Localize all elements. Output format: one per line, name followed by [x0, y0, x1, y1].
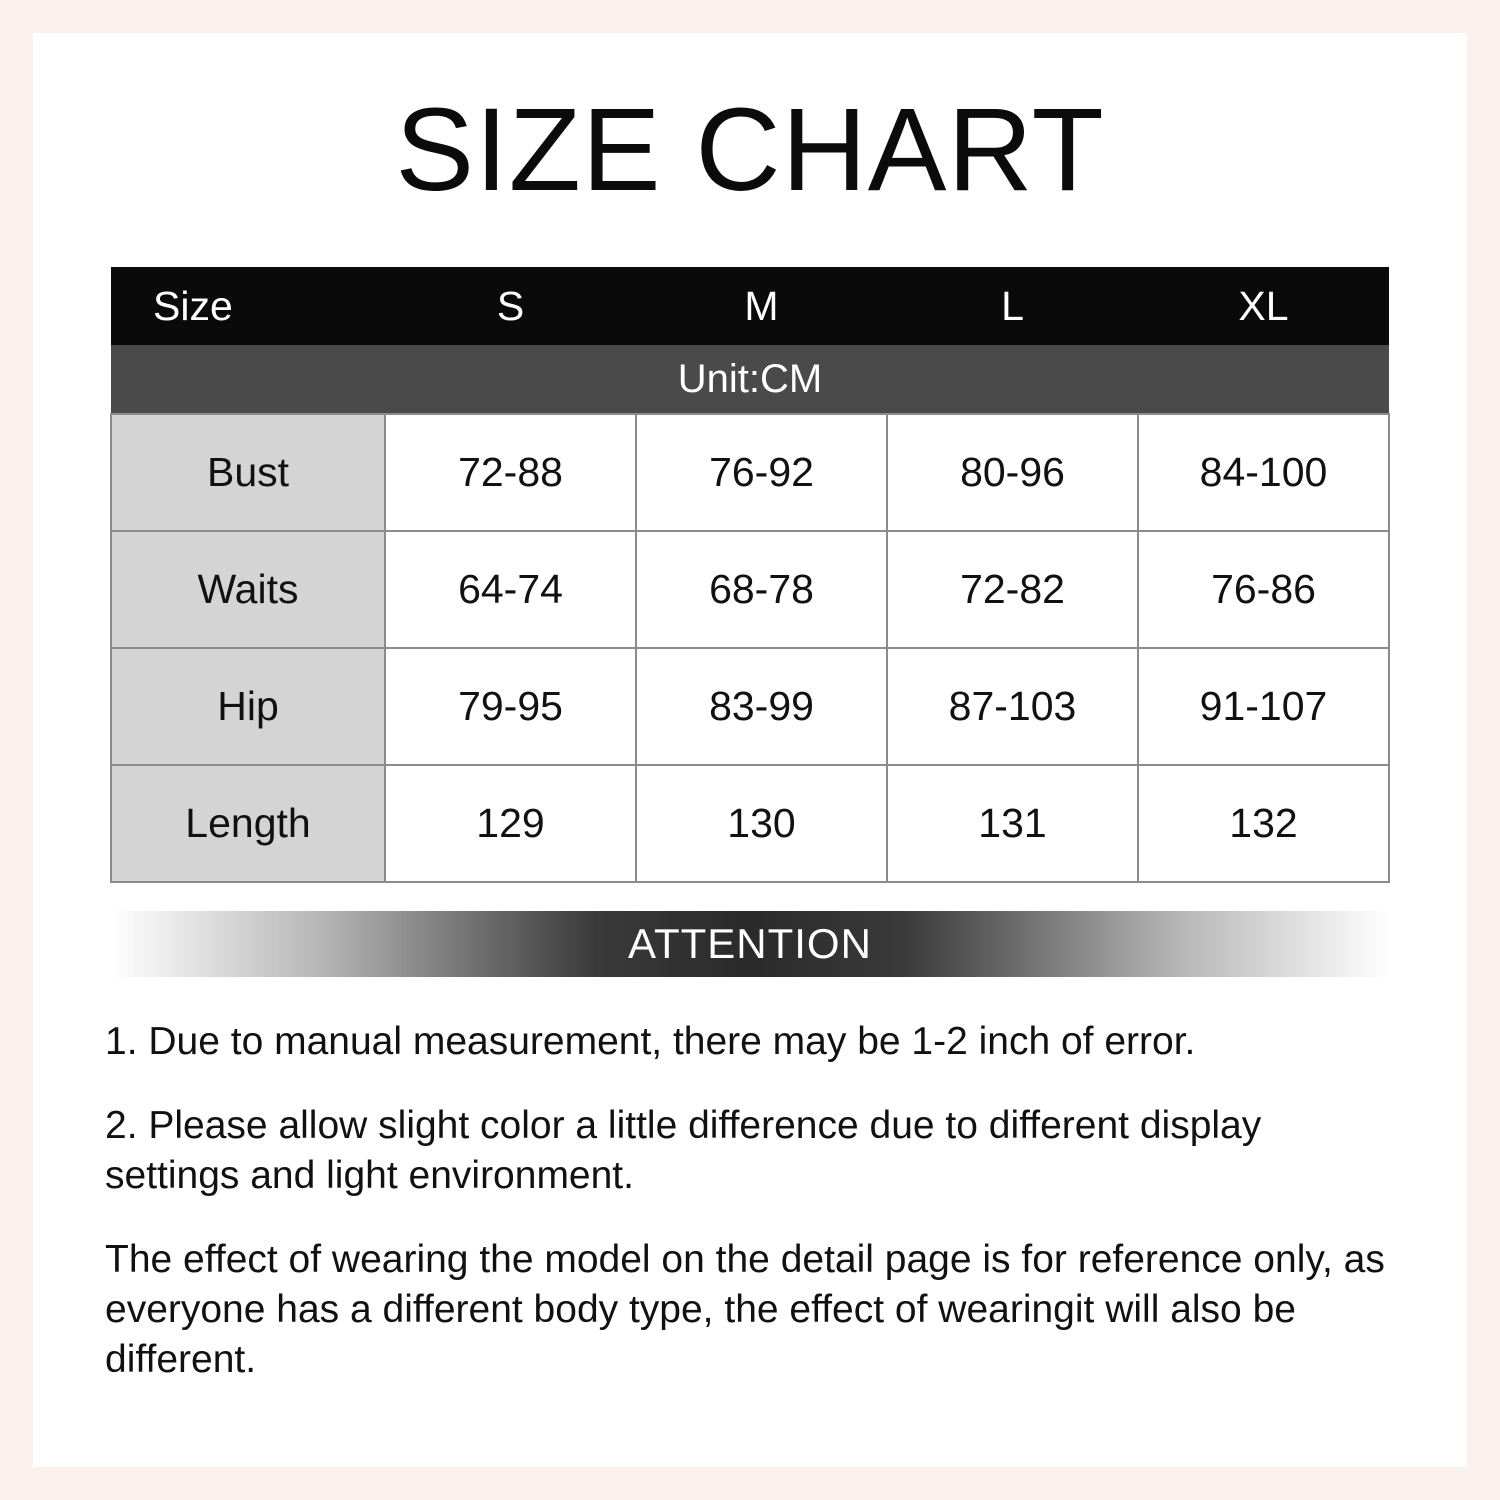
size-table-container [110, 209, 1390, 883]
cell-length-xl: 132 [1138, 765, 1389, 882]
cell-waits-l: 72-82 [887, 531, 1138, 648]
size-table [110, 267, 1390, 883]
row-label-waits: Waits [111, 531, 385, 648]
cell-waits-m: 68-78 [636, 531, 887, 648]
cell-bust-xl: 84-100 [1138, 414, 1389, 531]
cell-bust-l: 80-96 [887, 414, 1138, 531]
column-header-size: Size [111, 267, 385, 345]
table-row [111, 765, 1389, 882]
column-header-s: S [385, 267, 636, 345]
table-row [111, 531, 1389, 648]
cell-waits-xl: 76-86 [1138, 531, 1389, 648]
unit-row [111, 345, 1389, 414]
table-body [111, 414, 1389, 882]
column-header-m: M [636, 267, 887, 345]
row-label-bust: Bust [111, 414, 385, 531]
attention-banner [110, 911, 1390, 977]
column-header-l: L [887, 267, 1138, 345]
cell-hip-xl: 91-107 [1138, 648, 1389, 765]
row-label-hip: Hip [111, 648, 385, 765]
cell-hip-l: 87-103 [887, 648, 1138, 765]
cell-length-s: 129 [385, 765, 636, 882]
row-label-length: Length [111, 765, 385, 882]
note-1: 1. Due to manual measurement, there may be 1-2 inch of error. [105, 1020, 1196, 1063]
table-row [111, 414, 1389, 531]
size-chart-page [33, 33, 1467, 1467]
attention-banner-label: ATTENTION [628, 920, 872, 967]
note-2: 2. Please allow slight color a little difference due to different display settings and light environment. [105, 1103, 1262, 1197]
table-header [111, 267, 1389, 414]
note-3: The effect of wearing the model on the detail page is for reference only, as everyone has a different body type, the effect of wearingit will also be different. [105, 1237, 1385, 1381]
cell-waits-s: 64-74 [385, 531, 636, 648]
cell-bust-s: 72-88 [385, 414, 636, 531]
page-title: SIZE CHART [395, 84, 1105, 216]
table-header-row [111, 267, 1389, 345]
unit-label: Unit:CM [111, 345, 1389, 414]
attention-notes [105, 977, 1395, 1384]
cell-hip-s: 79-95 [385, 648, 636, 765]
cell-length-l: 131 [887, 765, 1138, 882]
cell-bust-m: 76-92 [636, 414, 887, 531]
cell-hip-m: 83-99 [636, 648, 887, 765]
cell-length-m: 130 [636, 765, 887, 882]
table-row [111, 648, 1389, 765]
column-header-xl: XL [1138, 267, 1389, 345]
